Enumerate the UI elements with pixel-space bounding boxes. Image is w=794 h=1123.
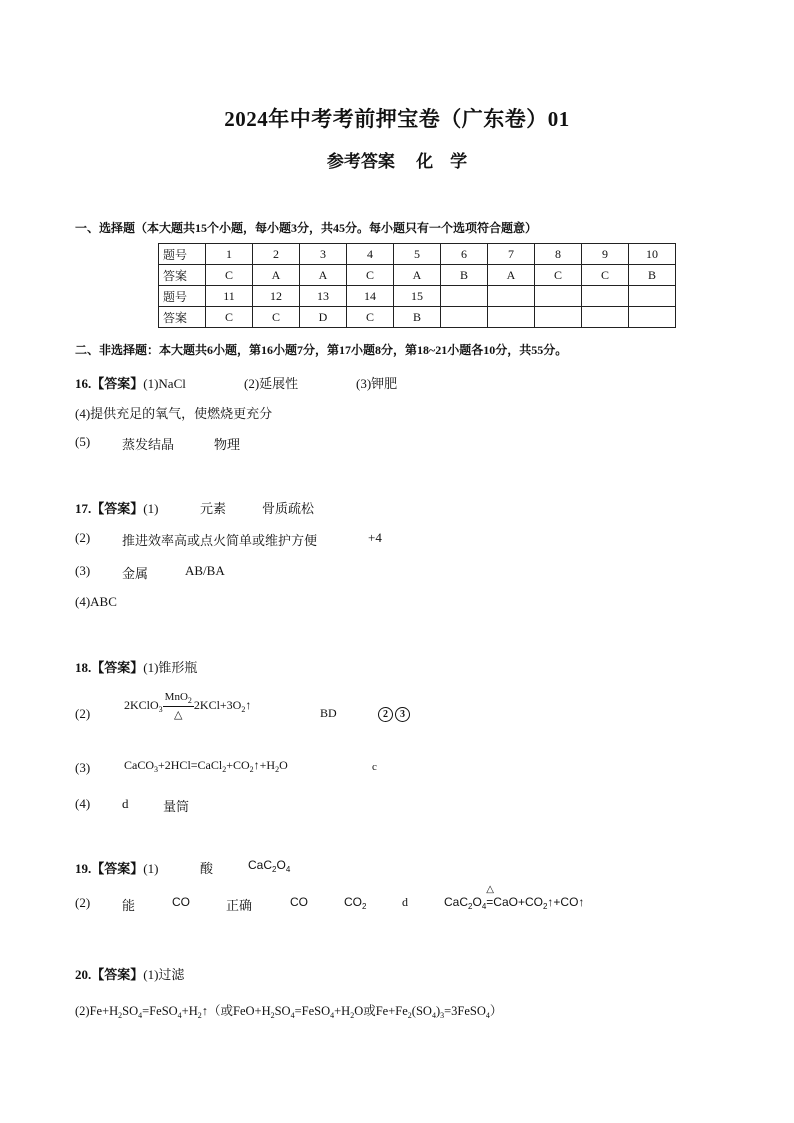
q17-answer1-num: (1) <box>143 501 159 516</box>
table-row <box>159 244 676 265</box>
table-cell: C <box>253 307 300 328</box>
q18-label: 18.【答案】 <box>75 660 144 675</box>
answer-table <box>158 243 676 328</box>
table-cell: D <box>300 307 347 328</box>
table-cell <box>441 307 488 328</box>
table-cell: B <box>629 265 676 286</box>
q19-answer2-x: 能 <box>122 898 136 913</box>
q18-answer4-num: (4) <box>75 796 91 811</box>
row-header: 题号 <box>159 286 206 307</box>
q16-label: 16.【答案】 <box>75 376 144 391</box>
q18-answer2-x: BD <box>320 706 337 720</box>
q17-answer1-y: 骨质疏松 <box>262 501 315 516</box>
section1-heading: 一、选择题（本大题共15个小题，每小题3分，共45分。每小题只有一个选项符合题意） <box>75 221 538 235</box>
q19-answer2-u: d <box>402 895 408 909</box>
table-cell <box>629 286 676 307</box>
table-cell <box>535 286 582 307</box>
q19-equation: $CaC_2O_4$ △ $=CaO+CO_2↑+CO↑$ <box>444 884 585 911</box>
table-cell <box>582 307 629 328</box>
table-cell: 8 <box>535 244 582 265</box>
table-cell: B <box>441 265 488 286</box>
table-row <box>159 307 676 328</box>
table-cell: C <box>206 265 253 286</box>
q17-answer3-x: 金属 <box>122 566 149 581</box>
table-cell: A <box>488 265 535 286</box>
page-title: 2024年中考考前押宝卷（广东卷）01 <box>224 107 570 131</box>
table-cell <box>488 307 535 328</box>
row-header: 答案 <box>159 265 206 286</box>
table-cell: 3 <box>300 244 347 265</box>
q18-answer4-x: d <box>122 796 129 811</box>
q18-answer2-num: (2) <box>75 706 91 721</box>
page-subtitle: 参考答案 化 学 <box>326 152 468 171</box>
table-cell: 10 <box>629 244 676 265</box>
q18-equation2: $CaCO_3+2HCl=CaCl_2+CO_2↑+H_2O$ <box>124 758 288 774</box>
table-cell: 13 <box>300 286 347 307</box>
table-row <box>159 265 676 286</box>
table-cell: 15 <box>394 286 441 307</box>
q17-answer1-x: 元素 <box>200 501 227 516</box>
q17-line1 <box>75 498 158 517</box>
table-cell <box>629 307 676 328</box>
table-cell <box>441 286 488 307</box>
table-cell <box>535 307 582 328</box>
table-cell: A <box>300 265 347 286</box>
q17-label: 17.【答案】 <box>75 501 144 516</box>
q17-answer2-y: +4 <box>368 530 382 545</box>
q16-answer5-num: (5) <box>75 434 91 449</box>
table-cell: 11 <box>206 286 253 307</box>
q19-answer2-y: CO <box>172 895 190 909</box>
q18-answer1: (1)锥形瓶 <box>143 660 198 675</box>
q19-answer2-z: 正确 <box>226 898 253 913</box>
table-cell <box>488 286 535 307</box>
q16-answer2: (2)延展性 <box>244 376 299 391</box>
q18-equation1: 2KClO$_3$ $\frac{MnO_2}{\triangle}$ $2KCl+3O_2↑$ <box>124 691 252 721</box>
reaction-condition: $\frac{MnO_2}{\triangle}$ <box>164 691 192 721</box>
q19-answer2-w: CO <box>290 895 308 909</box>
q19-label: 19.【答案】 <box>75 861 144 876</box>
table-cell: 4 <box>347 244 394 265</box>
table-cell: 5 <box>394 244 441 265</box>
q19-answer2-num: (2) <box>75 895 91 910</box>
row-header: 题号 <box>159 244 206 265</box>
q20-answer1: (1)过滤 <box>143 967 185 982</box>
row-header: 答案 <box>159 307 206 328</box>
q20-answer2: $(2)Fe+H_2SO_4=FeSO_4+H_2↑$（或$FeO+H_2SO_4=FeSO_4+H_2O$或$Fe+Fe_2(SO_4)_3=3FeSO_4$） <box>75 1004 503 1020</box>
heat-equals-sign: △ = <box>486 884 494 909</box>
q18-line1 <box>75 657 197 676</box>
q18-answer4-y: 量筒 <box>163 799 190 814</box>
q20-label: 20.【答案】 <box>75 967 144 982</box>
circled-number: 2 <box>378 707 393 722</box>
table-cell: C <box>535 265 582 286</box>
q17-answer2-num: (2) <box>75 530 91 545</box>
q16-answer4: (4)提供充足的氧气，使燃烧更充分 <box>75 406 273 421</box>
table-cell: B <box>394 307 441 328</box>
q19-answer1-y: $CaC_2O_4$ <box>248 858 291 874</box>
q16-answer3: (3)钾肥 <box>356 376 398 391</box>
table-cell: A <box>394 265 441 286</box>
q16-answer5-y: 物理 <box>214 437 241 452</box>
q19-answer1-x: 酸 <box>200 861 214 876</box>
table-cell: C <box>347 307 394 328</box>
q17-answer3-y: AB/BA <box>185 563 225 578</box>
q18-answer3-x: c <box>372 761 377 773</box>
table-cell: 12 <box>253 286 300 307</box>
q17-answer3-num: (3) <box>75 563 91 578</box>
q16-answer1: (1)NaCl <box>143 376 186 391</box>
q19-answer1-num: (1) <box>143 861 159 876</box>
q17-answer4: (4)ABC <box>75 594 117 609</box>
section2-heading: 二、非选择题：本大题共6小题，第16小题7分，第17小题8分，第18~21小题各10分，共55分。 <box>75 343 568 357</box>
table-cell: A <box>253 265 300 286</box>
q20-line1 <box>75 964 184 983</box>
q16-answer5-x: 蒸发结晶 <box>122 437 175 452</box>
q19-line1 <box>75 858 158 877</box>
q18-answer2-circles <box>378 705 412 722</box>
table-cell: 2 <box>253 244 300 265</box>
table-row <box>159 286 676 307</box>
q18-answer3-num: (3) <box>75 760 91 775</box>
table-cell: C <box>582 265 629 286</box>
table-cell <box>582 286 629 307</box>
q17-answer2-x: 推进效率高或点火简单或维护方便 <box>122 533 318 548</box>
table-cell: 7 <box>488 244 535 265</box>
q19-answer2-v: $CO_2$ <box>344 895 367 911</box>
table-cell: 9 <box>582 244 629 265</box>
q16-line1 <box>75 373 186 392</box>
table-cell: 14 <box>347 286 394 307</box>
table-cell: 6 <box>441 244 488 265</box>
table-cell: C <box>206 307 253 328</box>
table-cell: C <box>347 265 394 286</box>
circled-number: 3 <box>395 707 410 722</box>
table-cell: 1 <box>206 244 253 265</box>
